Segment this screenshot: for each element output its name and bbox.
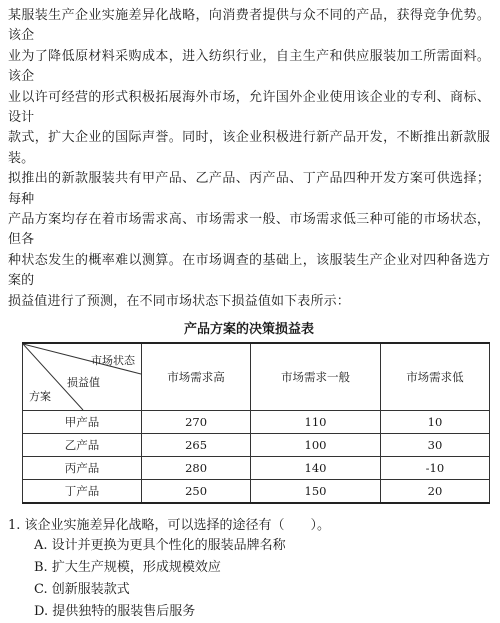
table-cell: 30 bbox=[380, 434, 489, 457]
table-cell: 250 bbox=[142, 480, 251, 504]
table-row bbox=[23, 480, 490, 504]
corner-label-plan: 方案 bbox=[29, 390, 51, 404]
passage-line: 业为了降低原材料采购成本，进入纺织行业，自主生产和供应服装加工所需面料。该企 bbox=[8, 48, 490, 85]
table-cell: 140 bbox=[251, 457, 381, 480]
passage-line: 业以许可经营的形式积极拓展海外市场，允许国外企业使用该企业的专利、商标、设计 bbox=[8, 89, 490, 126]
table-row bbox=[23, 457, 490, 480]
table-cell: 280 bbox=[142, 457, 251, 480]
table-row bbox=[23, 434, 490, 457]
table-cell: -10 bbox=[380, 457, 489, 480]
table-row bbox=[23, 411, 490, 434]
passage-line: 拟推出的新款服装共有甲产品、乙产品、丙产品、丁产品四种开发方案可供选择；每种 bbox=[8, 171, 490, 207]
table-cell: 20 bbox=[380, 480, 489, 504]
passage-line: 损益值进行了预测，在不同市场状态下损益值如下表所示： bbox=[8, 293, 350, 309]
corner-label-value: 损益值 bbox=[67, 376, 100, 390]
column-header-normal: 市场需求一般 bbox=[251, 343, 381, 411]
question-block bbox=[8, 516, 490, 623]
option-c[interactable]: C. 创新服装款式 bbox=[34, 582, 130, 598]
option-b[interactable]: B. 扩大生产规模，形成规模效应 bbox=[34, 560, 221, 576]
row-label: 丁产品 bbox=[23, 480, 142, 504]
row-label: 甲产品 bbox=[23, 411, 142, 434]
table-title: 产品方案的决策损益表 bbox=[183, 322, 314, 338]
table-header-row bbox=[23, 343, 490, 411]
passage-line: 种状态发生的概率难以测算。在市场调查的基础上，该服装生产企业对四种备选方案的 bbox=[8, 252, 490, 289]
table-cell: 100 bbox=[251, 434, 381, 457]
table-cell: 270 bbox=[142, 411, 251, 434]
corner-label-market-state: 市场状态 bbox=[91, 354, 135, 368]
question-stem: 1. 该企业实施差异化战略，可以选择的途径有（ ）。 bbox=[8, 518, 331, 534]
row-label: 乙产品 bbox=[23, 434, 142, 457]
row-label: 丙产品 bbox=[23, 457, 142, 480]
table-corner-cell bbox=[23, 343, 142, 411]
option-d[interactable]: D. 提供独特的服装售后服务 bbox=[34, 604, 196, 620]
option-a[interactable]: A. 设计并更换为更具个性化的服装品牌名称 bbox=[34, 538, 286, 554]
column-header-high: 市场需求高 bbox=[142, 343, 251, 411]
passage-line: 款式，扩大企业的国际声誉。同时，该企业积极进行新产品开发，不断推出新款服装。 bbox=[8, 130, 490, 166]
decision-table bbox=[22, 342, 490, 504]
passage-line: 产品方案均存在着市场需求高、市场需求一般、市场需求低三种可能的市场状态，但各 bbox=[8, 212, 490, 248]
passage-line: 某服装生产企业实施差异化战略，向消费者提供与众不同的产品，获得竞争优势。该企 bbox=[8, 8, 490, 44]
case-passage bbox=[8, 6, 490, 312]
table-cell: 10 bbox=[380, 411, 489, 434]
table-cell: 150 bbox=[251, 480, 381, 504]
table-cell: 265 bbox=[142, 434, 251, 457]
table-cell: 110 bbox=[251, 411, 381, 434]
column-header-low: 市场需求低 bbox=[380, 343, 489, 411]
